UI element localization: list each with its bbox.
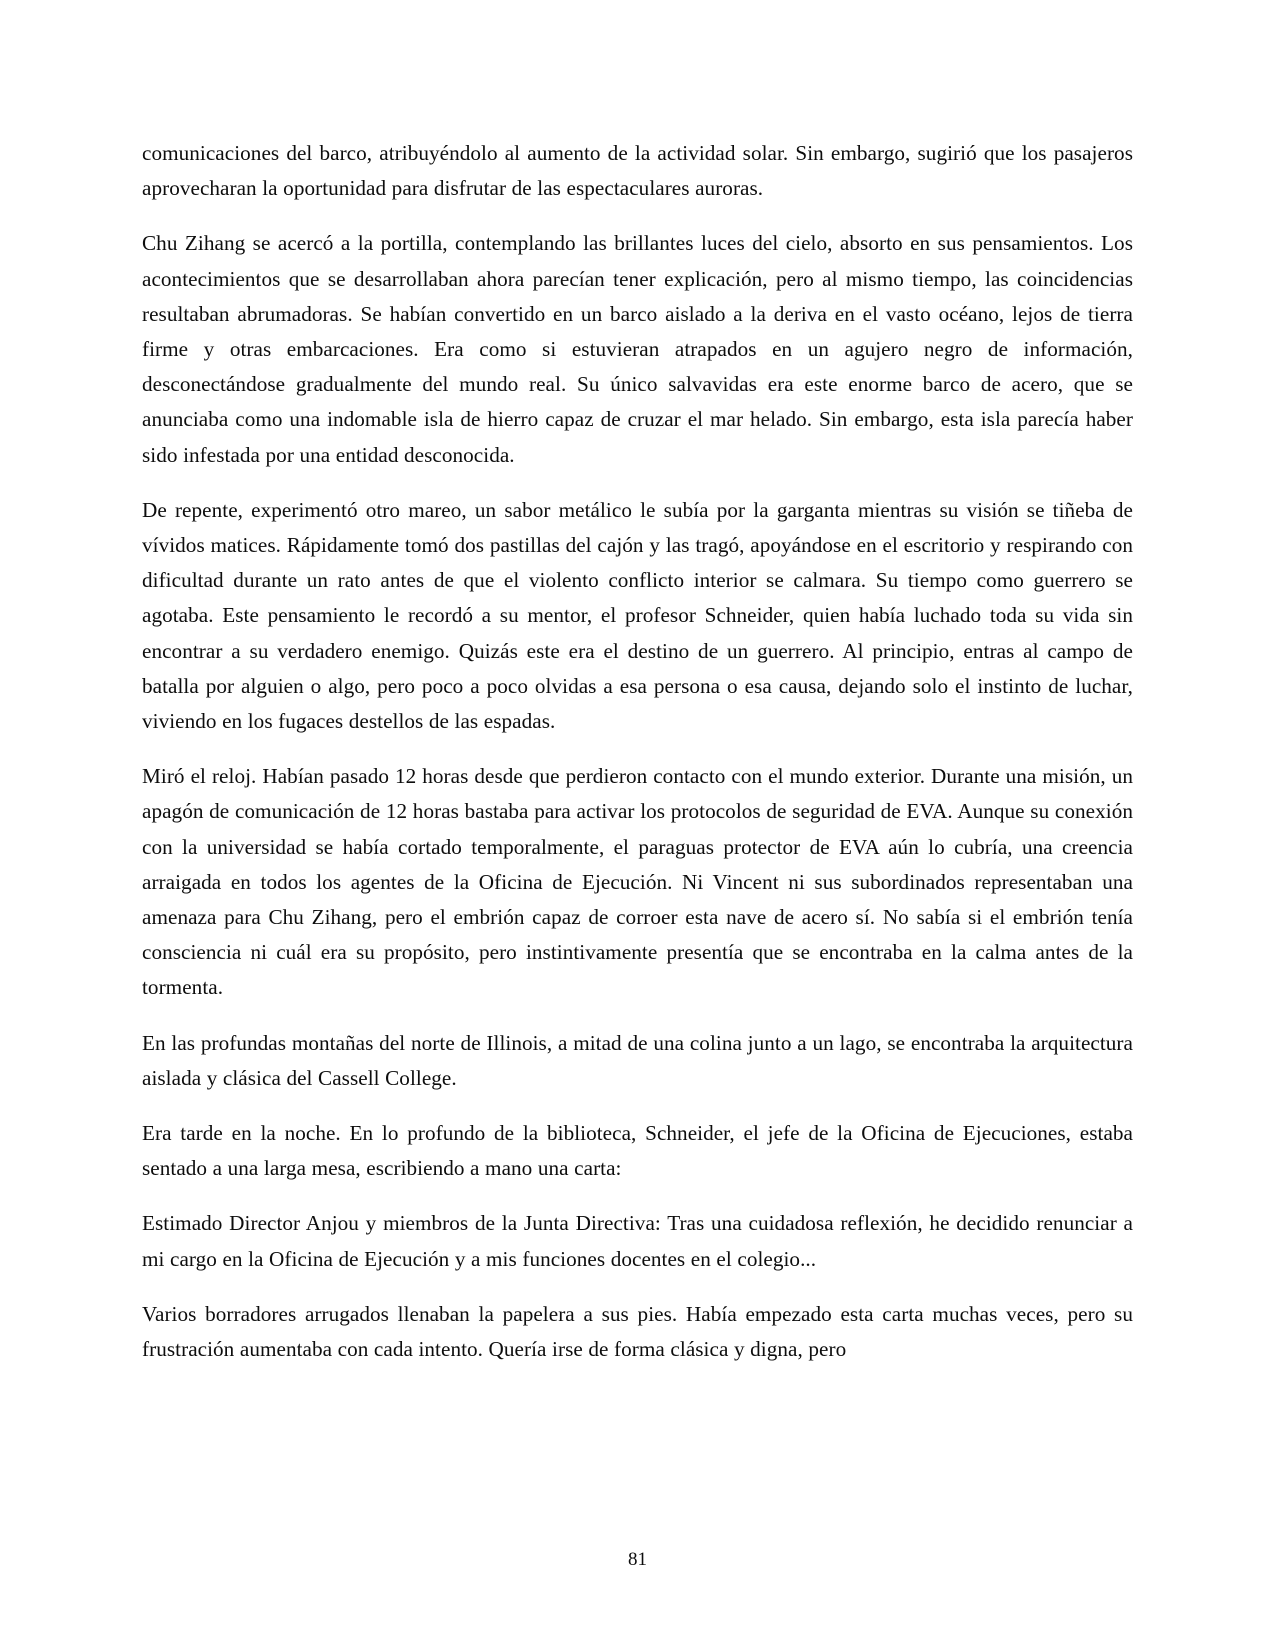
body-text-column <box>142 136 1133 1367</box>
page-number: 81 <box>628 1549 647 1570</box>
paragraph: Chu Zihang se acercó a la portilla, contemplando las brillantes luces del cielo, absorto en sus pensamientos. Los acontecimientos que se desarrollaban ahora parecían tener explicación, pero al mismo tiempo, las coincidencias resultaban abrumadoras. Se habían convertido en un barco aislado a la deriva en el vasto océano, lejos de tierra firme y otras embarcaciones. Era como si estuvieran atrapados en un agujero negro de información, desconectándose gradualmente del mundo real. Su único salvavidas era este enorme barco de acero, que se anunciaba como una indomable isla de hierro capaz de cruzar el mar helado. Sin embargo, esta isla parecía haber sido infestada por una entidad desconocida. <box>142 231 1133 467</box>
paragraph: De repente, experimentó otro mareo, un sabor metálico le subía por la garganta mientras su visión se tiñeba de vívidos matices. Rápidamente tomó dos pastillas del cajón y las tragó, apoyándose en el escritorio y respirando con dificultad durante un rato antes de que el violento conflicto interior se calmara. Su tiempo como guerrero se agotaba. Este pensamiento le recordó a su mentor, el profesor Schneider, quien había luchado toda su vida sin encontrar a su verdadero enemigo. Quizás este era el destino de un guerrero. Al principio, entras al campo de batalla por alguien o algo, pero poco a poco olvidas a esa persona o esa causa, dejando solo el instinto de luchar, viviendo en los fugaces destellos de las espadas. <box>142 497 1133 734</box>
paragraph: Miró el reloj. Habían pasado 12 horas desde que perdieron contacto con el mundo exterior. Durante una misión, un apagón de comunicación de 12 horas bastaba para activar los protocolos de seguridad de EVA. Aunque su conexión con la universidad se había cortado temporalmente, el paraguas protector de EVA aún lo cubría, una creencia arraigada en todos los agentes de la Oficina de Ejecución. Ni Vincent ni sus subordinados representaban una amenaza para Chu Zihang, pero el embrión capaz de corroer esta nave de acero sí. No sabía si el embrión tenía consciencia ni cuál era su propósito, pero instintivamente presentía que se encontraba en la calma antes de la tormenta. <box>142 764 1133 1000</box>
paragraph: Varios borradores arrugados llenaban la papelera a sus pies. Había empezado esta carta muchas veces, pero su frustración aumentaba con cada intento. Quería irse de forma clásica y digna, pero <box>142 1301 1133 1362</box>
paragraph: En las profundas montañas del norte de Illinois, a mitad de una colina junto a un lago, se encontraba la arquitectura aislada y clásica del Cassell College. <box>142 1030 1133 1090</box>
paragraph: Estimado Director Anjou y miembros de la Junta Directiva: Tras una cuidadosa reflexión, he decidido renunciar a mi cargo en la Oficina de Ejecución y a mis funciones docentes en el colegio... <box>142 1211 1133 1271</box>
paragraph: Era tarde en la noche. En lo profundo de la biblioteca, Schneider, el jefe de la Oficina de Ejecuciones, estaba sentado a una larga mesa, escribiendo a mano una carta: <box>142 1121 1133 1181</box>
paragraph: comunicaciones del barco, atribuyéndolo al aumento de la actividad solar. Sin embargo, sugirió que los pasajeros aprovecharan la oportunidad para disfrutar de las espectaculares auroras. <box>142 141 1133 201</box>
